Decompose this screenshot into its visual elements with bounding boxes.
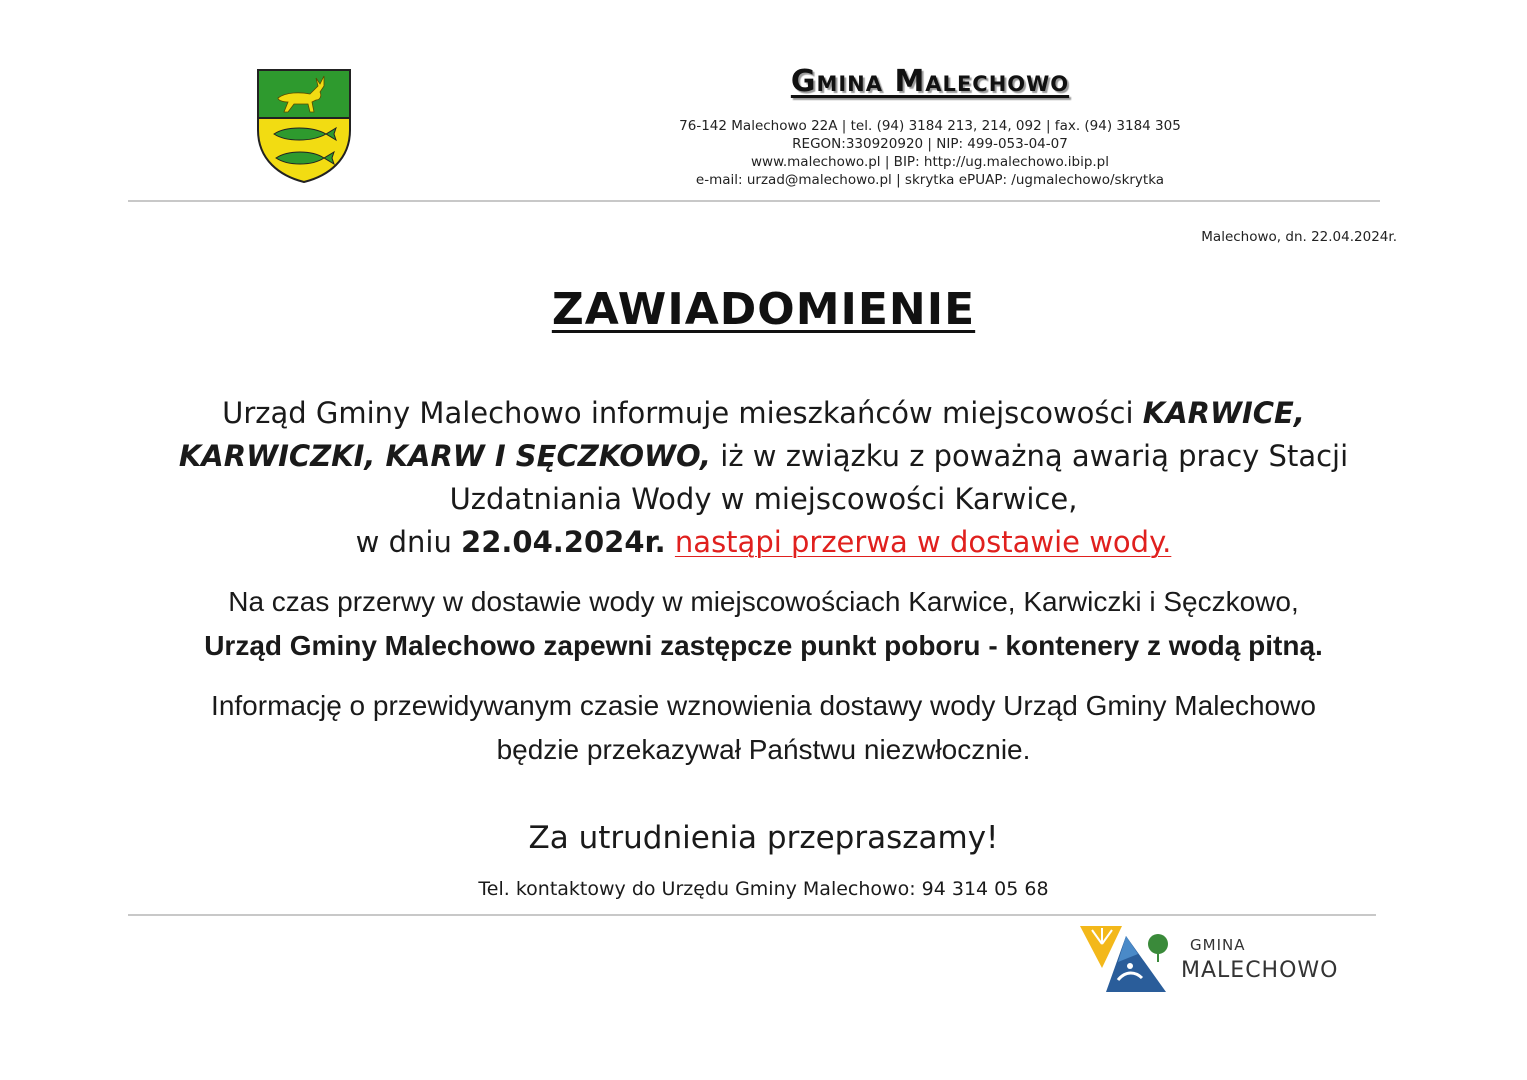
- logo-text-small: GMINA: [1190, 936, 1246, 954]
- information-text: Informację o przewidywanym czasie wznowienia dostawy wody Urząd Gminy Malechowo: [211, 690, 1316, 721]
- coat-of-arms-icon: [256, 68, 352, 184]
- water-supply-text: Na czas przerwy w dostawie wody w miejscowościach Karwice, Karwiczki i Sęczkowo,: [228, 586, 1299, 617]
- contact-phone: Tel. kontaktowy do Urzędu Gminy Malechowo: 94 314 05 68: [478, 878, 1049, 900]
- contact-block: [560, 117, 1300, 189]
- contact-line: e-mail: urzad@malechowo.pl | skrytka ePUAP: /ugmalechowo/skrytka: [695, 172, 1165, 188]
- logo-text-big: MALECHOWO: [1181, 958, 1339, 983]
- document-date: Malechowo, dn. 22.04.2024r.: [1201, 229, 1397, 245]
- apology-text: Za utrudnienia przepraszamy!: [528, 820, 999, 856]
- contact-line: www.malechowo.pl | BIP: http://ug.malechowo.ibip.pl: [750, 154, 1110, 170]
- outage-notice: nastąpi przerwa w dostawie wody.: [674, 525, 1172, 559]
- announcement-text: Urząd Gminy Malechowo informuje mieszkańców miejscowości: [222, 396, 1143, 430]
- water-supply-paragraph: [100, 580, 1427, 668]
- announcement-text: iż w związku z poważną awarią pracy Stacji Uzdatniania Wody w miejscowości Karwice,: [449, 439, 1349, 516]
- announcement-paragraph: [120, 392, 1407, 564]
- contact-line: 76-142 Malechowo 22A | tel. (94) 3184 213, 214, 092 | fax. (94) 3184 305: [679, 118, 1181, 134]
- outage-date: 22.04.2024r.: [461, 525, 666, 559]
- gmina-logo-icon: [1078, 922, 1168, 994]
- localities-list: KARWICE, KARWICZKI, KARW I SĘCZKOWO,: [178, 396, 1305, 473]
- document-title: ZAWIADOMIENIE: [551, 284, 976, 335]
- header-divider: [128, 200, 1380, 202]
- water-supply-bold-text: Urząd Gminy Malechowo zapewni zastępcze punkt poboru - kontenery z wodą pitną.: [204, 630, 1323, 661]
- footer-divider: [128, 914, 1376, 916]
- information-text: będzie przekazywał Państwu niezwłocznie.: [496, 734, 1031, 765]
- information-paragraph: [100, 684, 1427, 772]
- contact-line: REGON:330920920 | NIP: 499-053-04-07: [792, 136, 1068, 152]
- announcement-text: w dniu: [355, 525, 462, 559]
- org-name: Gmina Malechowo: [790, 64, 1070, 99]
